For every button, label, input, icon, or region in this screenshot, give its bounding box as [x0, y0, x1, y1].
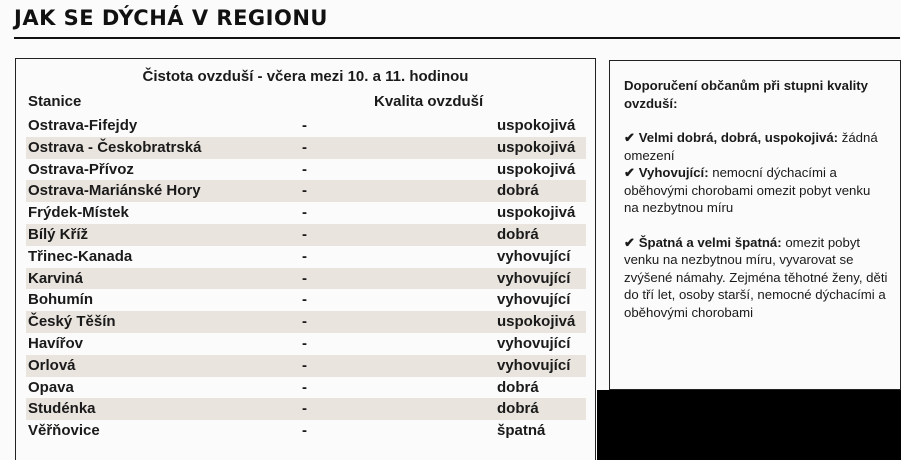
quality-value: uspokojivá	[497, 117, 576, 134]
dash: -	[302, 378, 307, 396]
quality-value: uspokojivá	[497, 138, 576, 156]
quality-value: špatná	[497, 422, 546, 440]
station-name: Třinec-Kanada	[28, 247, 133, 265]
station-name: Studénka	[28, 400, 96, 418]
station-name: Karviná	[28, 269, 84, 287]
dash: -	[302, 422, 307, 440]
station-name: Věřňovice	[28, 422, 100, 440]
table-row	[26, 224, 586, 246]
air-quality-table	[15, 58, 596, 460]
check-icon: ✔	[624, 234, 636, 250]
station-name: Ostrava - Českobratrská	[28, 138, 202, 156]
dash: -	[302, 225, 307, 243]
table-row	[26, 180, 586, 202]
table-row	[26, 202, 586, 224]
dash: -	[302, 204, 307, 222]
station-name: Frýdek-Místek	[28, 204, 129, 222]
headline-rule	[14, 37, 900, 39]
table-row	[26, 115, 586, 137]
column-header-station: Stanice	[28, 93, 82, 110]
dash: -	[302, 247, 307, 265]
table-rows	[26, 115, 586, 442]
table-title: Čistota ovzduší - včera mezi 10. a 11. hodinou	[142, 68, 469, 85]
dash: -	[302, 334, 307, 352]
quality-value: vyhovující	[497, 356, 571, 374]
column-header-quality: Kvalita ovzduší	[374, 93, 484, 110]
recommendation-box	[609, 60, 901, 390]
dash: -	[302, 313, 307, 331]
dash: -	[302, 182, 307, 200]
recommendation-level: Velmi dobrá, dobrá, uspokojivá:	[638, 130, 839, 145]
table-row	[26, 355, 586, 377]
table-row	[26, 420, 586, 442]
table-row	[26, 377, 586, 399]
station-name: Havířov	[28, 334, 84, 352]
station-name: Opava	[28, 378, 74, 396]
table-row	[26, 159, 586, 181]
recommendation-level: Špatná a velmi špatná:	[638, 234, 782, 250]
station-name: Ostrava-Přívoz	[28, 160, 134, 178]
dash: -	[302, 138, 307, 156]
station-name: Bohumín	[28, 291, 93, 309]
station-name: Ostrava-Mariánské Hory	[28, 182, 201, 200]
dash: -	[302, 117, 307, 134]
headline: JAK SE DÝCHÁ V REGIONU	[14, 6, 328, 30]
table-row	[26, 333, 586, 355]
table-row	[26, 398, 586, 420]
quality-value: uspokojivá	[497, 313, 576, 331]
station-name: Bílý Kříž	[28, 225, 89, 243]
dash: -	[302, 356, 307, 374]
check-icon: ✔	[624, 165, 636, 180]
recommendation-title: Doporučení občanům při stupni kvality ovzduší:	[624, 78, 869, 111]
quality-value: dobrá	[497, 182, 539, 200]
dash: -	[302, 400, 307, 418]
check-icon: ✔	[624, 130, 636, 145]
table-row	[26, 289, 586, 311]
dash: -	[302, 269, 307, 287]
recommendation-text: žádná omezení	[624, 130, 878, 163]
dash: -	[302, 291, 307, 309]
table-row	[26, 246, 586, 268]
quality-value: vyhovující	[497, 247, 571, 265]
table-row	[26, 311, 586, 333]
quality-value: vyhovující	[497, 269, 571, 287]
quality-value: vyhovující	[497, 291, 571, 309]
quality-value: dobrá	[497, 378, 539, 396]
quality-value: dobrá	[497, 225, 539, 243]
dash: -	[302, 160, 307, 178]
quality-value: uspokojivá	[497, 160, 576, 178]
station-name: Orlová	[28, 356, 76, 374]
quality-value: dobrá	[497, 400, 539, 418]
quality-value: vyhovující	[497, 334, 571, 352]
table-row	[26, 137, 586, 159]
station-name: Ostrava-Fifejdy	[28, 117, 138, 134]
quality-value: uspokojivá	[497, 204, 576, 222]
recommendation-text: omezit pobyt venku na nezbytnou míru, vyvarovat se zvýšené námahy. Zejména těhotné ženy, děti do tří let, osoby starší, nemocné dýchacími a oběhovými chorobami	[624, 234, 888, 320]
recommendation-level: Vyhovující:	[638, 165, 709, 180]
table-row	[26, 268, 586, 290]
station-name: Český Těšín	[28, 313, 116, 331]
black-block	[597, 390, 901, 460]
recommendation-text: nemocní dýchacími a oběhovými chorobami omezit pobyt venku na nezbytnou míru	[624, 165, 871, 215]
